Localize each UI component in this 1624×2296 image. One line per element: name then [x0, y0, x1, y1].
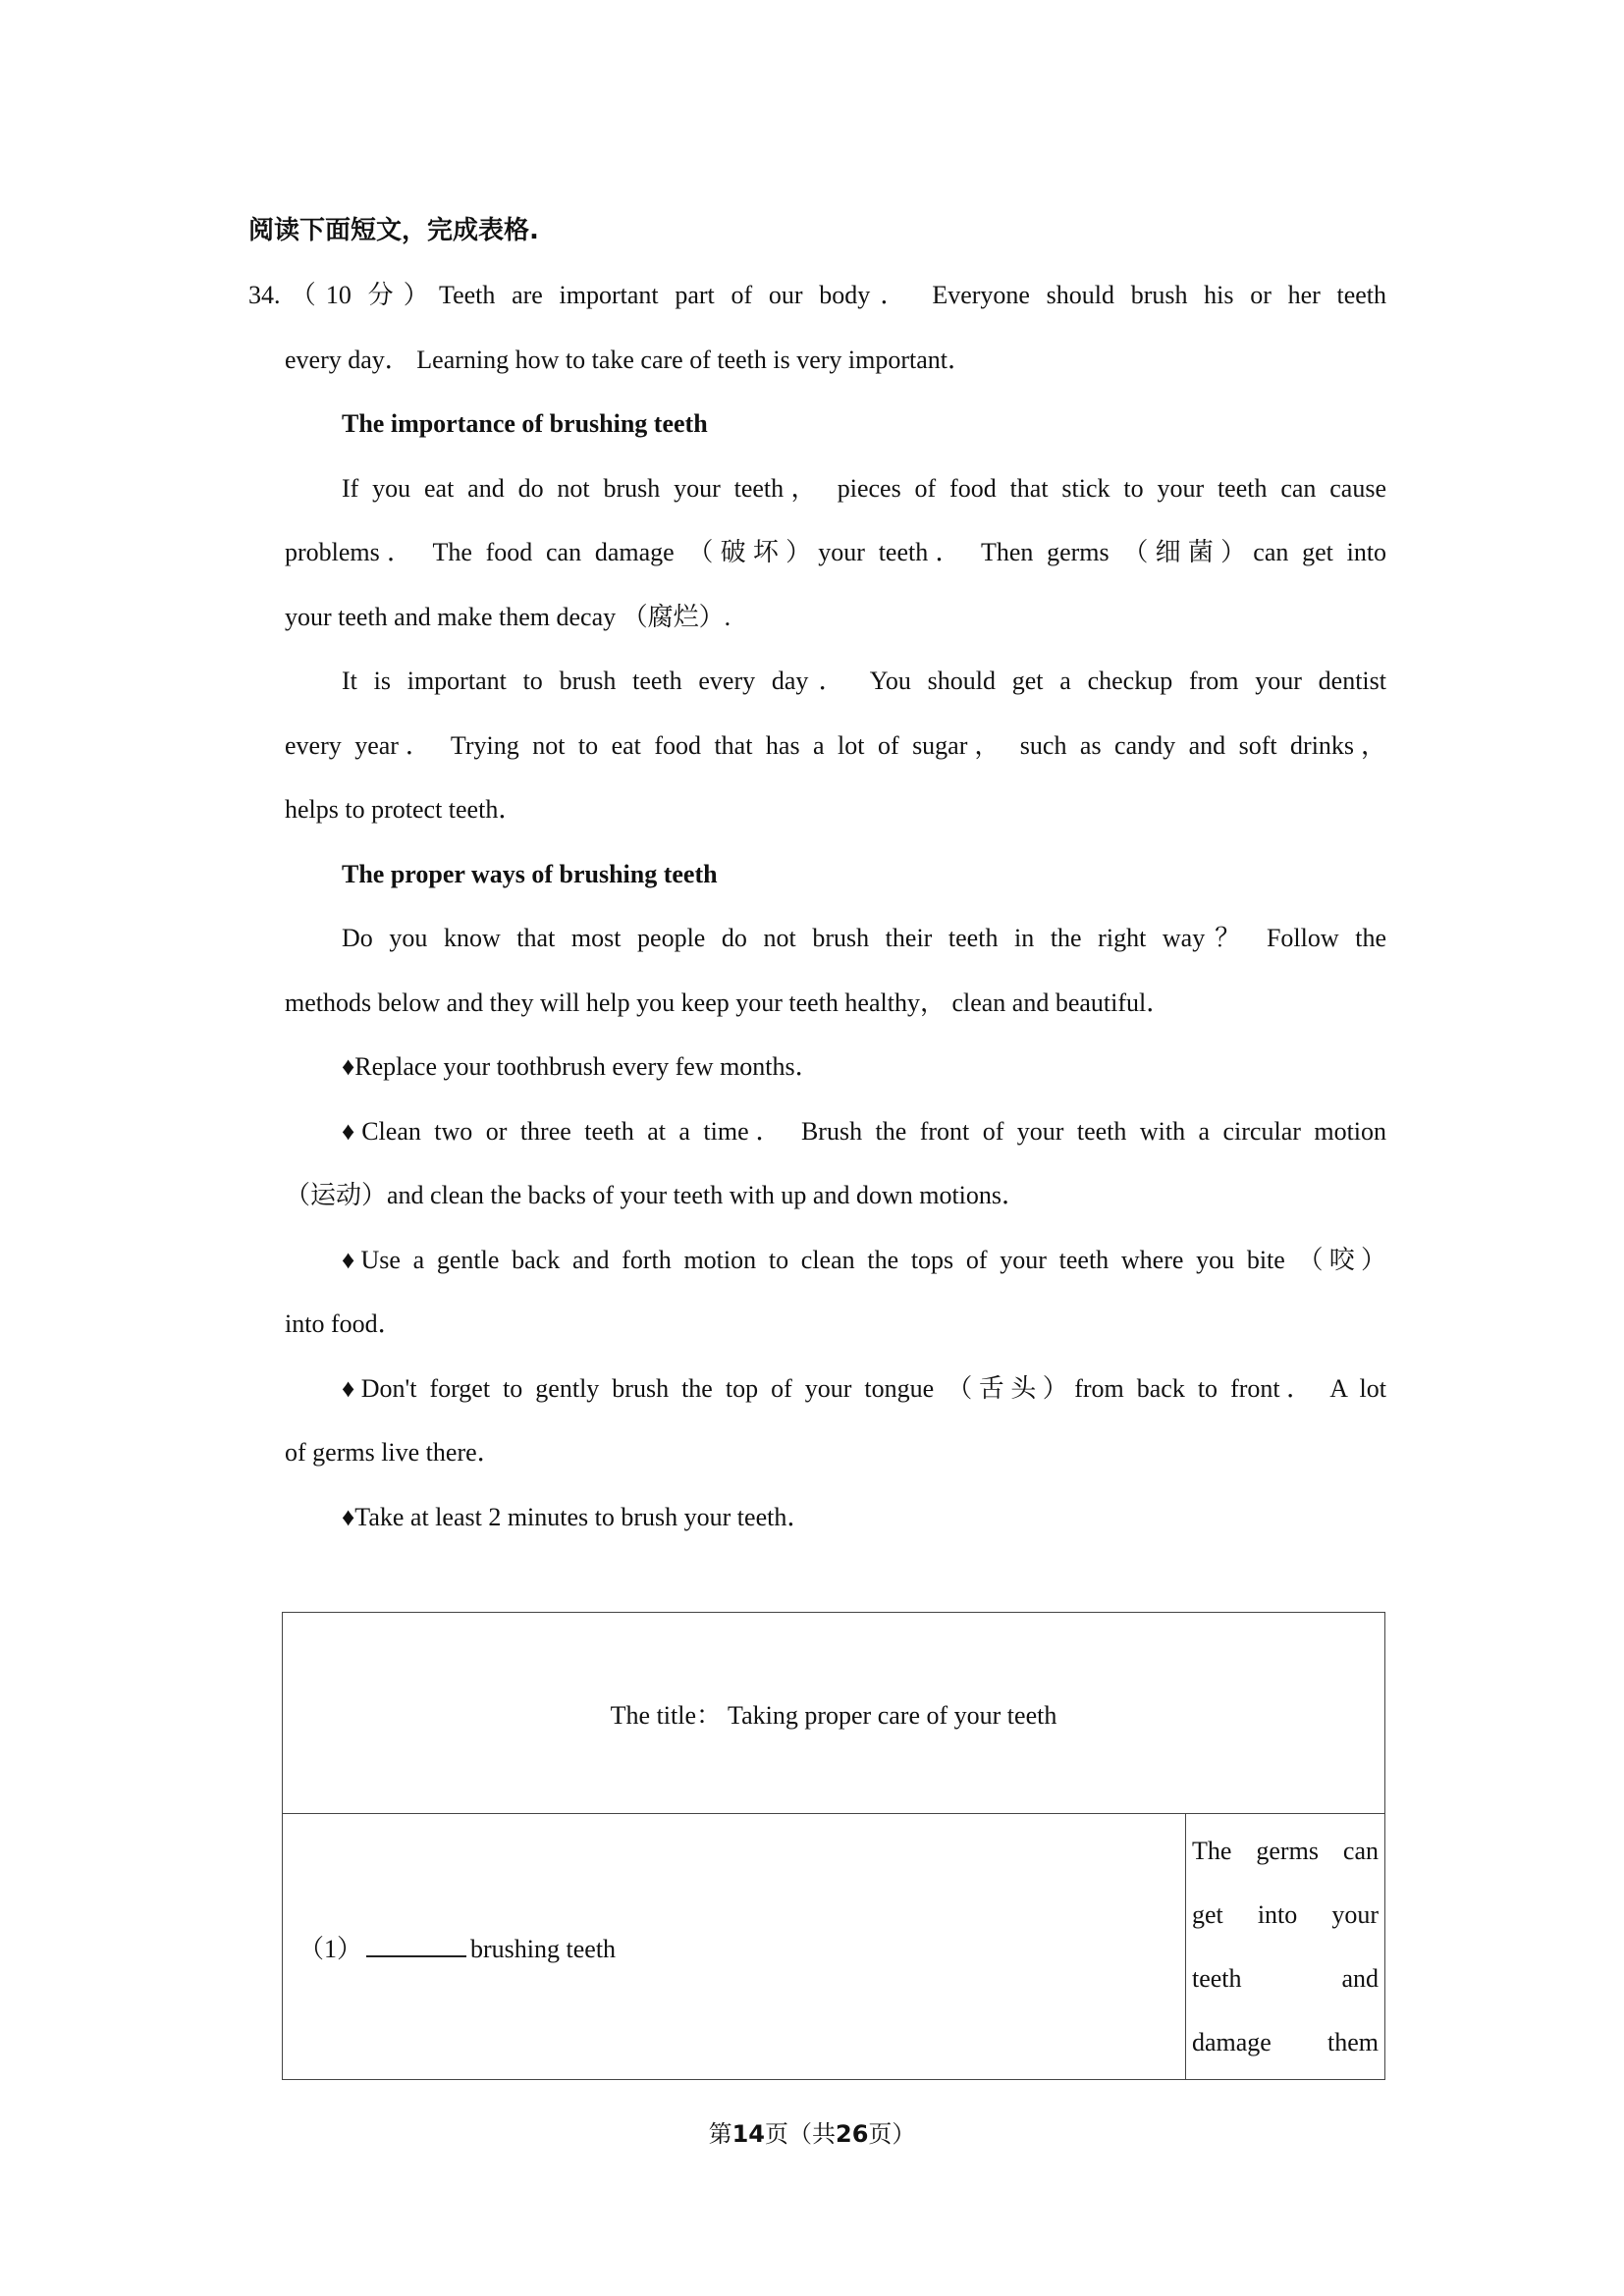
text-segment: germs	[1256, 1837, 1319, 1865]
detail-line-2	[1192, 1883, 1379, 1947]
text-segment: ♦Don't forget to gently brush the top of your tongue	[342, 1374, 935, 1403]
text-segment: should	[1046, 281, 1114, 309]
text-segment: such as candy and soft drinks，	[1019, 731, 1386, 760]
question-line-2: every day． Learning how to take care of teeth is very important．	[285, 346, 974, 374]
section-heading-proper-ways: The proper ways of brushing teeth	[342, 860, 718, 888]
section-heading-importance: The importance of brushing teeth	[342, 409, 708, 438]
footer-mid: 页（共	[765, 2120, 836, 2148]
text-segment: You should get a checkup from your dentist	[869, 667, 1386, 695]
bullet-clean-teeth-line-1	[342, 1115, 1386, 1148]
text-segment: important	[559, 281, 659, 309]
text-segment: （细菌）can get into	[1122, 538, 1386, 566]
text-segment: are	[512, 281, 543, 309]
text-segment: them	[1327, 2028, 1379, 2056]
p2-line-2	[285, 729, 1386, 763]
p1-line-1	[342, 472, 1386, 506]
question-line-1	[248, 279, 1386, 312]
text-segment: get	[1192, 1900, 1223, 1929]
instruction: 阅读下面短文，完成表格.	[248, 216, 539, 245]
text-segment: body．	[819, 281, 916, 309]
p3-line-1	[342, 922, 1386, 955]
text-segment: ♦Clean two or three teeth at a time．	[342, 1117, 788, 1146]
p3-line-2: methods below and they will help you keep your teeth healthy， clean and beautiful．	[285, 988, 1172, 1017]
text-segment: his	[1204, 281, 1234, 309]
page-footer	[0, 2114, 1624, 2149]
text-segment: Trying not to eat food that has a lot of sugar，	[450, 731, 1007, 760]
table-row-1-detail	[1186, 1814, 1385, 2080]
bullet-gentle-motion-line-2: into food．	[285, 1309, 404, 1338]
table-title-cell	[283, 1613, 1385, 1814]
footer-page-number: 14	[731, 2120, 765, 2148]
table-row-1-cell	[283, 1814, 1186, 2080]
detail-line-3	[1192, 1947, 1379, 2010]
text-segment: If you eat and do not brush your teeth，	[342, 474, 824, 503]
bullet-tongue-line-1	[342, 1372, 1386, 1406]
text-segment: damage	[1192, 2028, 1272, 2056]
text-segment: （咬）	[1297, 1246, 1386, 1274]
text-segment: can	[1342, 1837, 1379, 1865]
bullet-tongue-line-2: of germs live there．	[285, 1438, 503, 1467]
text-segment: The food can damage	[432, 538, 675, 566]
text-segment: brush	[1130, 281, 1188, 309]
text-segment: our	[768, 281, 803, 309]
bullet-two-minutes: ♦Take at least 2 minutes to brush your teeth．	[342, 1503, 813, 1531]
text-segment: her	[1287, 281, 1321, 309]
text-segment: every year．	[285, 731, 438, 760]
text-segment: Everyone	[932, 281, 1030, 309]
detail-line-1	[1192, 1819, 1379, 1883]
text-segment: of	[731, 281, 753, 309]
text-segment: teeth	[1336, 281, 1386, 309]
answer-blank-1[interactable]	[366, 1934, 466, 1957]
text-segment: pieces of food that stick to your teeth can cause	[837, 474, 1386, 503]
text-segment: and	[1341, 1964, 1379, 1993]
bullet-replace-toothbrush: ♦Replace your toothbrush every few months．	[342, 1052, 821, 1081]
text-segment: part	[675, 281, 715, 309]
detail-line-4	[1192, 2010, 1379, 2074]
row-1-label: brushing teeth	[470, 1934, 617, 1963]
text-segment: teeth	[1192, 1964, 1242, 1993]
p1-line-3: your teeth and make them decay （腐烂）.	[285, 603, 731, 631]
text-segment: or	[1250, 281, 1272, 309]
bullet-clean-teeth-line-2: （运动）and clean the backs of your teeth with up and down motions．	[285, 1181, 1028, 1209]
text-segment: problems．	[285, 538, 420, 566]
footer-total-pages: 26	[836, 2120, 869, 2148]
footer-post: 页）	[868, 2120, 916, 2148]
text-segment: ♦Use a gentle back and forth motion to clean the tops of your teeth where you bite	[342, 1246, 1285, 1274]
text-segment: your	[1331, 1900, 1380, 1929]
p2-line-1	[342, 665, 1386, 698]
row-1-number: （1）	[298, 1934, 363, 1963]
p1-line-2	[285, 536, 1386, 569]
text-segment: Then germs	[980, 538, 1110, 566]
bullet-gentle-motion-line-1	[342, 1244, 1386, 1277]
text-segment: 34.（10 分）Teeth	[248, 281, 496, 309]
footer-pre: 第	[708, 2120, 732, 2148]
text-segment: The	[1192, 1837, 1232, 1865]
text-segment: （舌头）from back to front．	[947, 1374, 1319, 1403]
text-segment: Follow the	[1266, 924, 1386, 952]
text-segment: Do you know that most people do not brush their teeth in the right way？	[342, 924, 1251, 952]
text-segment: （破坏）your teeth．	[687, 538, 968, 566]
answer-table	[282, 1612, 1385, 2080]
text-segment: into	[1257, 1900, 1298, 1929]
text-segment: It is important to brush teeth every day．	[342, 667, 854, 695]
text-segment: A lot	[1329, 1374, 1386, 1403]
table-title: The title： Taking proper care of your teeth	[610, 1700, 1057, 1730]
text-segment: Brush the front of your teeth with a circular motion	[800, 1117, 1386, 1146]
p2-line-3: helps to protect teeth．	[285, 795, 524, 824]
